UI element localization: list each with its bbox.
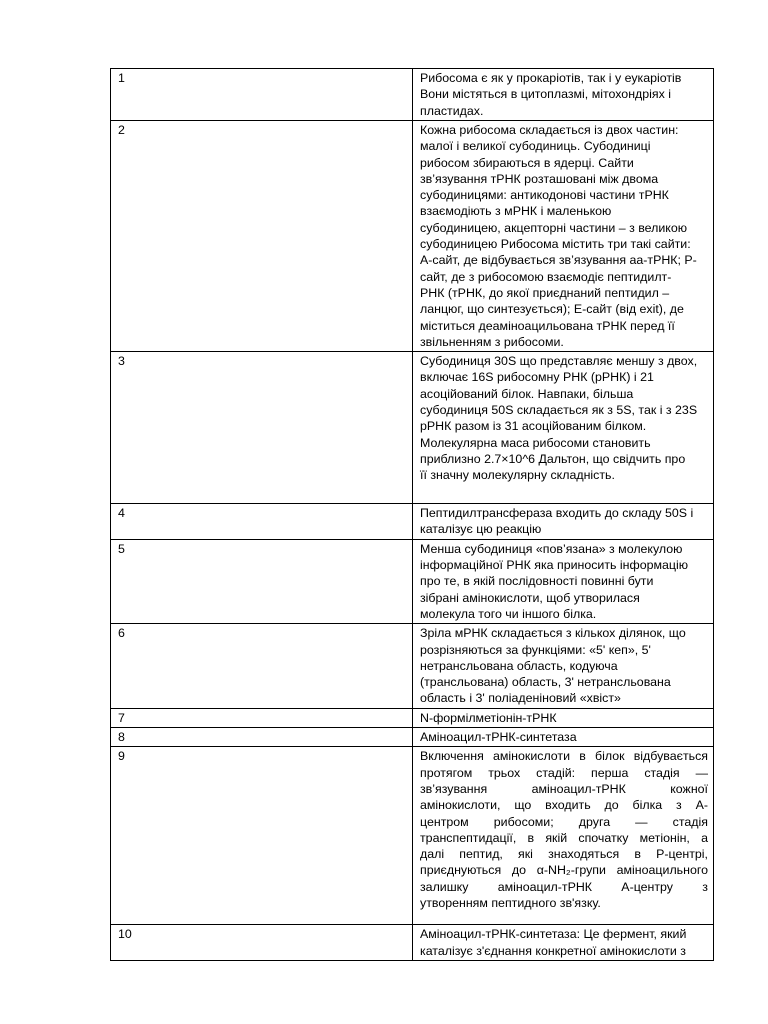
table-row bbox=[111, 925, 714, 961]
text-line: Зріла мРНК складається з кількох ділянок, що bbox=[420, 626, 686, 641]
text-line: субодиницею, акцепторні частини – з великою bbox=[420, 220, 688, 235]
row-number: 3 bbox=[111, 352, 413, 504]
answer-table bbox=[110, 68, 714, 961]
table-row bbox=[111, 539, 714, 623]
text-line: утворенням пептидного зв'язку. bbox=[420, 895, 601, 910]
text-line: включає 16S рибосомну РНК (рРНК) і 21 bbox=[420, 370, 654, 385]
text-line: Пептидилтрансфераза входить до складу 50S і bbox=[420, 506, 694, 521]
text-line: Включення амінокислоти в білок відбувається bbox=[420, 749, 708, 764]
text-line: про те, в якій послідовності повинні бути bbox=[420, 574, 654, 589]
text-line: залишку аміноацил-тРНК А-центру з bbox=[420, 879, 708, 894]
table-row bbox=[111, 624, 714, 708]
row-text bbox=[413, 69, 714, 121]
text-line: інформаційної РНК яка приносить інформацію bbox=[420, 558, 689, 573]
text-line: Аміноацил-тРНК-синтетаза bbox=[420, 730, 577, 745]
row-text bbox=[413, 352, 714, 504]
table-row bbox=[111, 728, 714, 747]
row-text bbox=[413, 728, 714, 747]
text-line: субодиницями: антикодонові частини тРНК bbox=[420, 188, 669, 203]
row-number: 10 bbox=[111, 925, 413, 961]
row-number: 5 bbox=[111, 539, 413, 623]
text-line: міститься деаміноацильована тРНК перед її bbox=[420, 318, 675, 333]
text-line: субодиниця 50S складається як з 5S, так і з 23S bbox=[420, 403, 698, 418]
text-line: зв’язування аміноацил-тРНК кожної bbox=[420, 781, 708, 796]
row-number: 4 bbox=[111, 504, 413, 540]
text-line: асоційований білок. Навпаки, більша bbox=[420, 386, 634, 401]
text-line: її значну молекулярну складність. bbox=[420, 468, 615, 483]
text-line: молекула того чи іншого білка. bbox=[420, 606, 597, 621]
text-line: протягом трьох стадій: перша стадія — bbox=[420, 765, 708, 780]
row-text bbox=[413, 539, 714, 623]
text-line: Кожна рибосома складається із двох частин: bbox=[420, 123, 679, 137]
table-row bbox=[111, 747, 714, 925]
text-line: далі пептид, які знаходяться в Р-центрі, bbox=[420, 847, 708, 862]
text-line: взаємодіють з мРНК і маленькою bbox=[420, 204, 612, 219]
text-line: Рибосома є як у прокаріотів, так і у еукаріотів bbox=[420, 71, 682, 85]
text-line: рибосом збираються в ядерці. Сайти bbox=[420, 155, 634, 170]
text-line: приєднуються до α-NH₂-групи аміноацильного bbox=[420, 863, 708, 878]
text-line: пластидах. bbox=[420, 103, 484, 118]
table-row bbox=[111, 352, 714, 504]
row-number: 9 bbox=[111, 747, 413, 925]
table-row bbox=[111, 121, 714, 352]
text-line: розрізняються за функціями: «5' кеп», 5' bbox=[420, 642, 651, 657]
text-line: Субодиниця 30S що представляє меншу з двох, bbox=[420, 354, 698, 369]
text-line: зібрані амінокислоти, щоб утворилася bbox=[420, 590, 640, 605]
row-number: 7 bbox=[111, 708, 413, 727]
text-line: А-сайт, де відбувається зв’язування аа-тРНК; Р- bbox=[420, 253, 697, 268]
text-line: Вони містяться в цитоплазмі, мітохондріях і bbox=[420, 87, 672, 102]
table-row bbox=[111, 504, 714, 540]
text-line: приблизно 2.7×10^6 Дальтон, що свідчить про bbox=[420, 451, 686, 466]
text-line: зв’язування тРНК розташовані між двома bbox=[420, 171, 659, 186]
text-line: малої і великої субодиниць. Субодиниці bbox=[420, 139, 651, 154]
row-text bbox=[413, 747, 714, 925]
text-line: (трансльована) область, 3' нетрансльована bbox=[420, 675, 671, 690]
text-line: Молекулярна маса рибосоми становить bbox=[420, 435, 651, 450]
row-number: 1 bbox=[111, 69, 413, 121]
row-text bbox=[413, 121, 714, 352]
table-row bbox=[111, 708, 714, 727]
text-line: РНК (тРНК, до якої приєднаний пептидил – bbox=[420, 285, 670, 300]
table-row bbox=[111, 69, 714, 121]
row-number: 2 bbox=[111, 121, 413, 352]
text-line: ланцюг, що синтезується); Е-сайт (від exit), де bbox=[420, 302, 684, 317]
text-line: каталізує з'єднання конкретної амінокислоти з bbox=[420, 943, 686, 958]
text-line: N-формілметіонін-тРНК bbox=[420, 710, 557, 725]
text-line: звільненням з рибосоми. bbox=[420, 334, 564, 349]
text-line: нетрансльована область, кодуюча bbox=[420, 658, 618, 673]
text-line: рРНК разом із 31 асоційованим білком. bbox=[420, 419, 647, 434]
text-line: Аміноацил-тРНК-синтетаза: Це фермент, який bbox=[420, 927, 687, 942]
text-line: сайт, де з рибосомою взаємодіє пептидилт- bbox=[420, 269, 672, 284]
text-line: амінокислоти, що входить до білка з А- bbox=[420, 798, 708, 813]
text-line: каталізує цю реакцію bbox=[420, 522, 542, 537]
text-line: субодиницею Рибосома містить три такі сайти: bbox=[420, 237, 691, 252]
row-text bbox=[413, 925, 714, 961]
row-number: 8 bbox=[111, 728, 413, 747]
row-text bbox=[413, 504, 714, 540]
row-text bbox=[413, 708, 714, 727]
text-line: центром рибосоми; друга — стадія bbox=[420, 814, 708, 829]
text-line: транспептидації, в якій спочатку метіонін, а bbox=[420, 830, 708, 845]
row-number: 6 bbox=[111, 624, 413, 708]
row-text bbox=[413, 624, 714, 708]
text-line: область і 3' поліаденіновий «хвіст» bbox=[420, 691, 621, 706]
text-line: Менша субодиниця «пов’язана» з молекулою bbox=[420, 541, 683, 556]
